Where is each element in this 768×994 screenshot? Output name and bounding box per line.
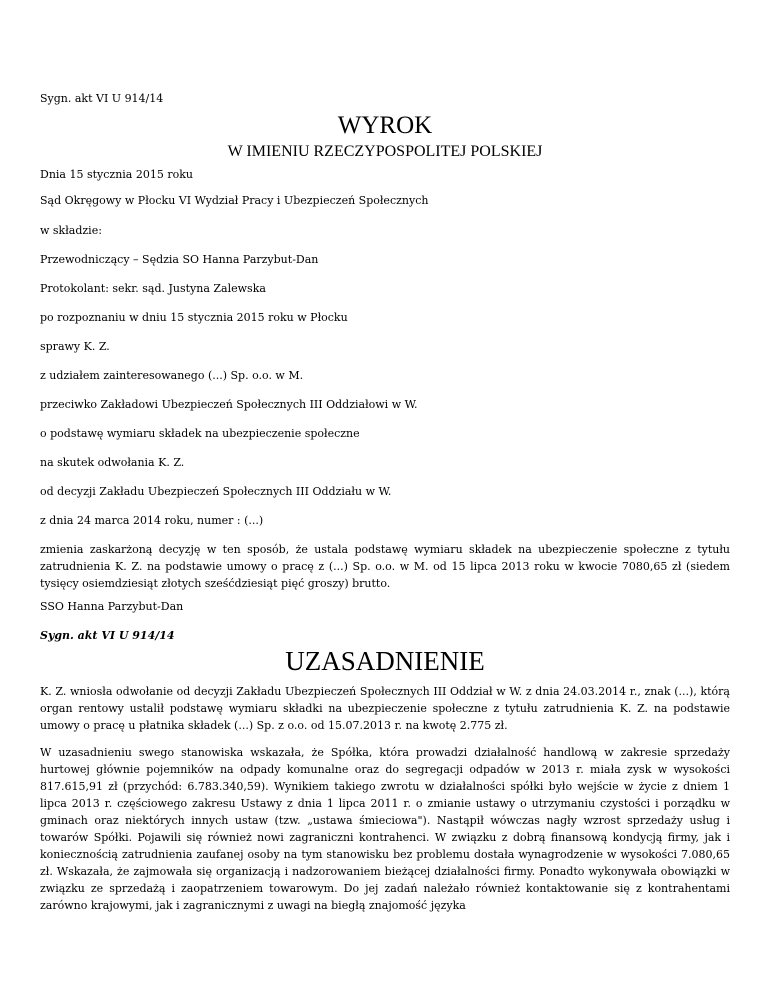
case-subject: o podstawę wymiaru składek na ubezpieczenie społeczne — [40, 427, 360, 440]
verdict-text: zmienia zaskarżoną decyzję w ten sposób, że ustala podstawę wymiaru składek na ubezpieczenie społeczne z tytułu zatrudnienia K. Z. na podstawie umowy o pracę z (...) Sp. o.o. w M. od 15 lipca 2013 roku w kwocie 7080,65 zł (siedem tysięcy osiemdziesiąt złotych sześćdziesiąt pięć groszy) brutto. — [40, 543, 730, 590]
decision-source: od decyzji Zakładu Ubezpieczeń Społecznych III Oddziału w W. — [40, 485, 392, 498]
composition-label: w składzie: — [40, 224, 102, 237]
court-name: Sąd Okręgowy w Płocku VI Wydział Pracy i Ubezpieczeń Społecznych — [40, 194, 429, 207]
judge-signature: SSO Hanna Parzybut-Dan — [40, 600, 184, 613]
case-signature: Sygn. akt VI U 914/14 — [40, 92, 164, 105]
justification-title: UZASADNIENIE — [285, 646, 485, 676]
presiding-judge: Przewodniczący – Sędzia SO Hanna Parzybut-Dan — [40, 253, 319, 266]
appeal-by: na skutek odwołania K. Z. — [40, 456, 185, 469]
justification-paragraph-1: K. Z. wniosła odwołanie od decyzji Zakładu Ubezpieczeń Społecznych III Oddział w W. z dnia 24.03.2014 r., znak (...), którą organ rentowy ustalił podstawę wymiaru składki na ubezpieczenie społeczne z tytułu zatrudnienia K. Z. na podstawie umowy o pracę u płatnika składek (...) Sp. z o.o. od 15.07.2013 r. na kwotę 2.775 zł. — [40, 685, 730, 732]
defendant: przeciwko Zakładowi Ubezpieczeń Społecznych III Oddziałowi w W. — [40, 398, 418, 411]
justification-paragraph-2: W uzasadnieniu swego stanowiska wskazała, że Spółka, która prowadzi działalność handlową w zakresie sprzedaży hurtowej głównie pojemników na odpady komunalne oraz do segregacji odpadów w 2013 r. miała zysk w wysokości 817.615,91 zł (przychód: 6.783.340,59). Wynikiem takiego zwrotu w działalności spółki było wejście w życie z dniem 1 lipca 2013 r. częściowego zakresu Ustawy z dnia 1 lipca 2011 r. o zmianie ustawy o utrzymaniu czystości i porządku w gminach oraz niektórych innych ustaw (tzw. „ustawa śmieciowa"). Nastąpił wówczas nagły wzrost sprzedaży usług i towarów Spółki. Pojawili się również nowi zagraniczni kontrahenci. W związku z dobrą finansową kondycją firmy, jak i koniecznością zatrudnienia zaufanej osoby na tym stanowisku bez problemu dostała wynagrodzenie w wysokości 7.080,65 zł. Wskazała, że zajmowała się organizacją i nadzorowaniem bieżącej działalności firmy. Ponadto wykonywała obowiązki w związku ze sprzedażą i zaopatrzeniem towarowym. Do jej zadań należało również kontaktowanie się z kontrahentami zarówno krajowymi, jak i zagranicznymi z uwagi na biegłą znajomość języka — [40, 746, 730, 912]
recorder: Protokolant: sekr. sąd. Justyna Zalewska — [40, 282, 266, 295]
decision-date: z dnia 24 marca 2014 roku, numer : (...) — [40, 514, 264, 527]
case-signature-second: Sygn. akt VI U 914/14 — [40, 629, 175, 642]
case-party: sprawy K. Z. — [40, 340, 110, 353]
interested-party: z udziałem zainteresowanego (...) Sp. o.o. w M. — [40, 369, 304, 382]
verdict-subtitle: W IMIENIU RZECZYPOSPOLITEJ POLSKIEJ — [227, 143, 543, 160]
hearing-date: po rozpoznaniu w dniu 15 stycznia 2015 roku w Płocku — [40, 311, 348, 324]
verdict-date: Dnia 15 stycznia 2015 roku — [40, 168, 193, 181]
verdict-title: WYROK — [337, 112, 433, 139]
